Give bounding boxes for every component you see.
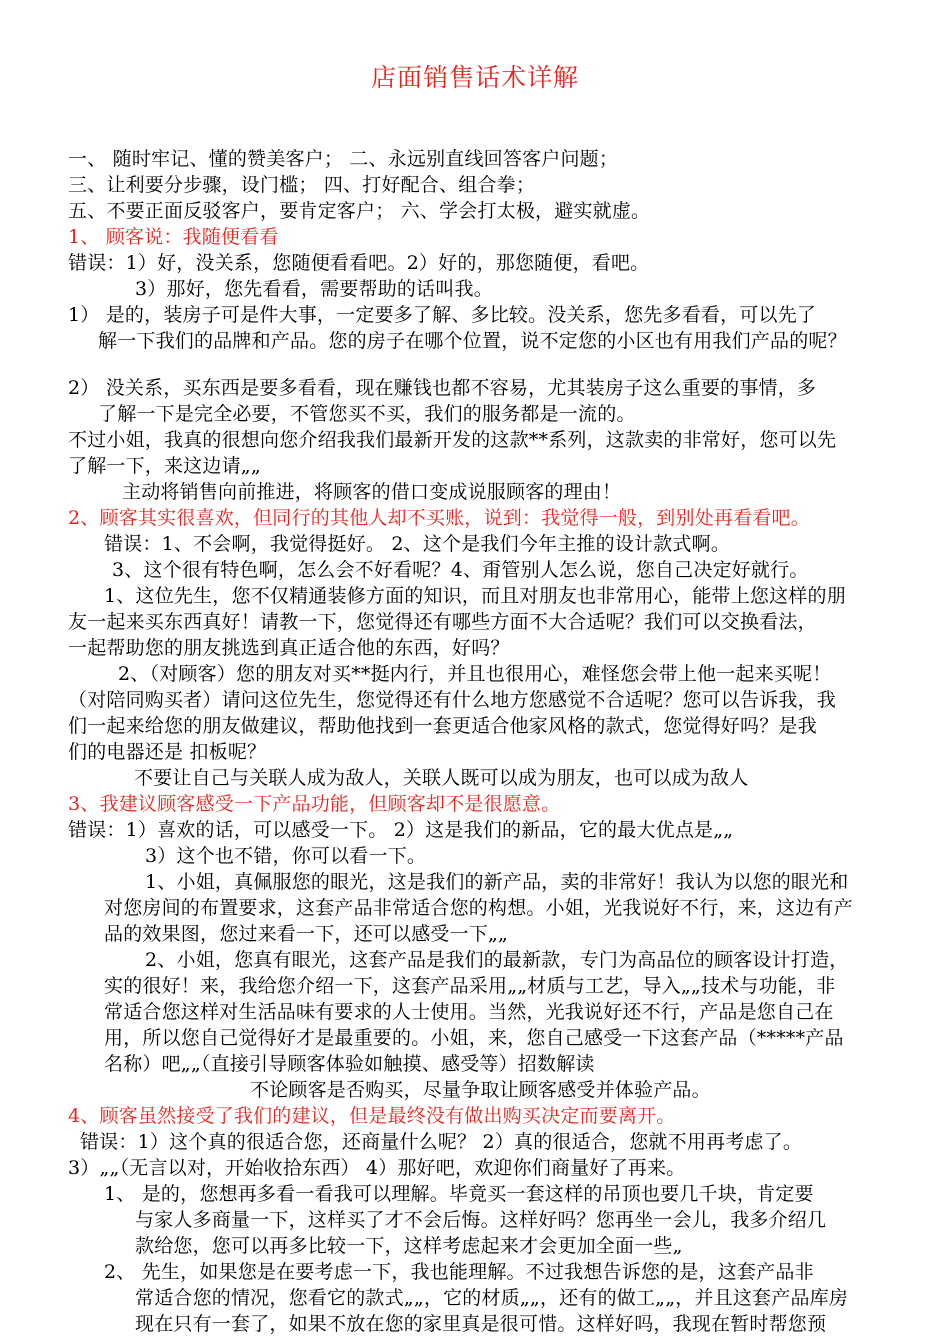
text-line: 名称）吧„„（直接引导顾客体验如触摸、感受等）招数解读 [104, 1053, 595, 1075]
text-line: 1、这位先生，您不仅精通装修方面的知识，而且对朋友也非常用心，能带上您这样的朋 [104, 585, 846, 607]
section-heading-3: 3、我建议顾客感受一下产品功能，但顾客却不是很愿意。 [68, 793, 561, 815]
text-line: 一起帮助您的朋友挑选到真正适合他的东西，好吗？ [68, 637, 510, 659]
text-line: 3）这个也不错，你可以看一下。 [145, 845, 427, 867]
text-line: 错误：1）这个真的很适合您，还商量什么呢？ 2）真的很适合，您就不用再考虑了。 [80, 1131, 803, 1153]
text-line: 3）那好，您先看看，需要帮助的话叫我。 [135, 278, 493, 300]
text-line: 3、这个很有特色啊，怎么会不好看呢？4、甭管别人怎么说，您自己决定好就行。 [112, 559, 809, 581]
text-line: 不过小姐，我真的很想向您介绍我我们最新开发的这款**系列，这款卖的非常好，您可以先 [68, 429, 837, 451]
section-heading-1: 1、 顾客说：我随便看看 [68, 226, 279, 248]
text-line: 了解一下，来这边请„„ [68, 455, 261, 477]
text-line: 2、 先生，如果您是在要考虑一下，我也能理解。不过我想告诉您的是，这套产品非 [104, 1261, 814, 1283]
summary-line: 不论顾客是否购买，尽量争取让顾客感受并体验产品。 [250, 1079, 711, 1101]
document-title: 店面销售话术详解 [370, 63, 579, 92]
section-heading-2: 2、顾客其实很喜欢，但同行的其他人却不买账，说到：我觉得一般，到别处再看看吧。 [68, 507, 810, 529]
section-heading-4: 4、顾客虽然接受了我们的建议，但是最终没有做出购买决定而要离开。 [68, 1105, 676, 1127]
text-line: 用，所以您自己觉得好才是最重要的。小姐，来，您自己感受一下这套产品（*****产品 [104, 1027, 844, 1049]
text-line: 与家人多商量一下，这样买了才不会后悔。这样好吗？您再坐一会儿，我多介绍几 [135, 1209, 827, 1231]
text-line: （对陪同购买者）请问这位先生，您觉得还有什么地方您感觉不合适呢？您可以告诉我，我 [68, 689, 837, 711]
text-line: 错误：1、不会啊，我觉得挺好。 2、这个是我们今年主推的设计款式啊。 [104, 533, 731, 555]
text-line: 错误：1）好，没关系，您随便看看吧。2）好的，那您随便，看吧。 [68, 252, 650, 274]
text-line: 五、不要正面反驳客户，要肯定客户； 六、学会打太极，避实就虚。 [68, 200, 651, 222]
text-line: 1、小姐，真佩服您的眼光，这是我们的新产品，卖的非常好！我认为以您的眼光和 [145, 871, 849, 893]
text-line: 2） 没关系，买东西是要多看看，现在赚钱也都不容易，尤其装房子这么重要的事情，多 [68, 377, 817, 399]
text-line: 实的很好！来，我给您介绍一下，这套产品采用„„材质与工艺，导入„„技术与功能，非 [104, 975, 836, 997]
text-line: 3）„„（无言以对，开始收拾东西） 4）那好吧，欢迎你们商量好了再来。 [68, 1157, 686, 1179]
text-line: 对您房间的布置要求，这套产品非常适合您的构想。小姐，光我说好不行，来，这边有产 [104, 897, 853, 919]
text-line: 们的电器还是 扣板呢？ [68, 741, 267, 763]
summary-line: 主动将销售向前推进，将顾客的借口变成说服顾客的理由！ [122, 481, 622, 503]
text-line: 了解一下是完全必要，不管您买不买，我们的服务都是一流的。 [98, 403, 636, 425]
text-line: 2、（对顾客）您的朋友对买**挺内行，并且也很用心，难怪您会带上他一起来买呢！ [118, 663, 832, 685]
text-line: 品的效果图，您过来看一下，还可以感受一下„„ [104, 923, 509, 945]
text-line: 款给您，您可以再多比较一下，这样考虑起来才会更加全面一些„ [135, 1235, 683, 1257]
text-line: 一、 随时牢记、懂的赞美客户； 二、永远别直线回答客户问题； [68, 148, 619, 170]
text-line: 错误：1）喜欢的话，可以感受一下。 2）这是我们的新品，它的最大优点是„„ [68, 819, 734, 841]
text-line: 三、让利要分步骤，设门槛； 四、打好配合、组合拳； [68, 174, 536, 196]
text-line: 1、 是的，您想再多看一看我可以理解。毕竟买一套这样的吊顶也要几千块，肯定要 [104, 1183, 814, 1205]
text-line: 常适合您这样对生活品味有要求的人士使用。当然，光我说好还不行，产品是您自己在 [104, 1001, 834, 1023]
text-line: 常适合您的情况，您看它的款式„„，它的材质„„，还有的做工„„，并且这套产品库房 [135, 1287, 849, 1309]
text-line: 2、小姐，您真有眼光，这套产品是我们的最新款，专门为高品位的顾客设计打造， [145, 949, 849, 971]
text-line: 1） 是的，装房子可是件大事，一定要多了解、多比较。没关系，您先多看看，可以先了 [68, 304, 817, 326]
text-line: 解一下我们的品牌和产品。您的房子在哪个位置，说不定您的小区也有用我们产品的呢？ [98, 330, 847, 352]
text-line: 友一起来买东西真好！请教一下，您觉得还有哪些方面不大合适呢？我们可以交换看法， [68, 611, 817, 633]
text-line: 们一起来给您的朋友做建议，帮助他找到一套更适合他家风格的款式，您觉得好吗？是我 [68, 715, 817, 737]
text-line: 现在只有一套了，如果不放在您的家里真是很可惜。这样好吗，我现在暂时帮您预 [135, 1313, 827, 1335]
summary-line: 不要让自己与关联人成为敌人，关联人既可以成为朋友，也可以成为敌人 [134, 767, 749, 789]
